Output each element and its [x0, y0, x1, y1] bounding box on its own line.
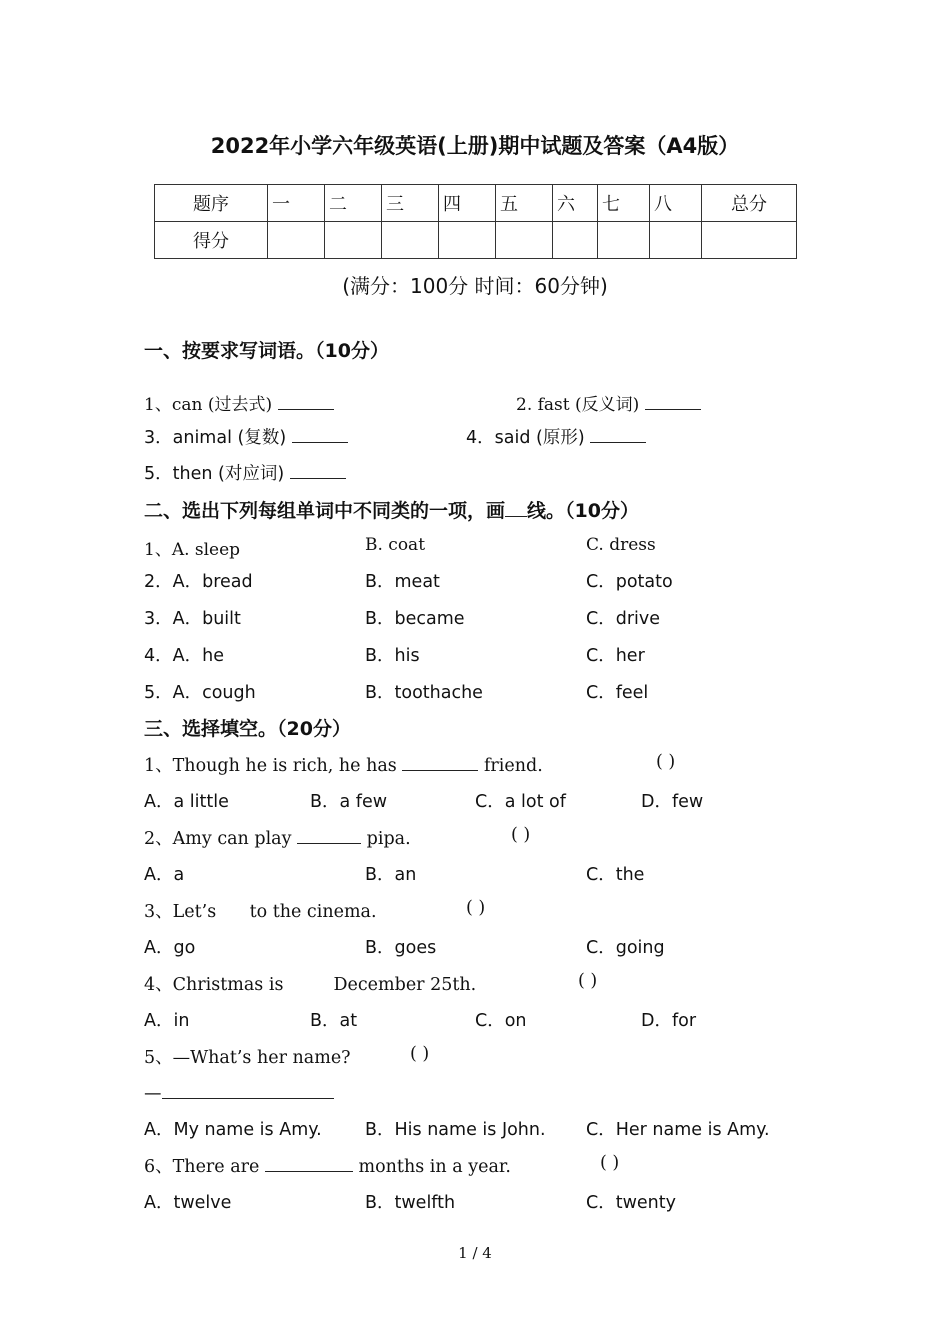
- answer-blank[interactable]: [402, 752, 478, 771]
- s3-q4-option-d[interactable]: D．for: [641, 1011, 697, 1031]
- s3-q2-text-pre: 2、Amy can play: [144, 829, 292, 849]
- score-header-cell: 题序: [155, 185, 268, 222]
- s3-q2-option-b[interactable]: B．an: [365, 865, 417, 885]
- s3-q4-option-b[interactable]: B．at: [310, 1011, 358, 1031]
- score-header-cell: 八: [650, 185, 702, 222]
- answer-blank[interactable]: [278, 391, 334, 410]
- s3-q3-option-a[interactable]: A．go: [144, 938, 196, 958]
- s2-row-4-c[interactable]: C．her: [586, 646, 645, 666]
- s3-q1-text-post: friend.: [483, 756, 543, 776]
- score-cell[interactable]: [553, 222, 598, 259]
- s3-q5-answer-line: [144, 1080, 334, 1104]
- s3-q1-option-a[interactable]: A．a little: [144, 792, 229, 812]
- section3-heading: 三、选择填空。（20分）: [144, 718, 351, 740]
- s3-q1-option-b[interactable]: B．a few: [310, 792, 388, 812]
- section1-heading: 一、按要求写词语。（10分）: [144, 340, 389, 362]
- answer-blank[interactable]: [290, 460, 346, 479]
- score-header-cell: 四: [439, 185, 496, 222]
- score-cell[interactable]: [702, 222, 797, 259]
- s1-item-3: [144, 424, 348, 449]
- s3-q6-option-c[interactable]: C．twenty: [586, 1193, 676, 1213]
- s2-row-4-b[interactable]: B．his: [365, 646, 420, 666]
- s3-q1-text-pre: 1、Though he is rich, he has: [144, 756, 397, 776]
- s3-q2-answer-paren[interactable]: ( ): [511, 825, 531, 845]
- score-header-cell: 总分: [702, 185, 797, 222]
- score-cell[interactable]: [496, 222, 553, 259]
- score-row-label: 得分: [155, 222, 268, 259]
- s1-item-4: [466, 424, 646, 449]
- score-header-cell: 七: [598, 185, 650, 222]
- score-header-cell: 五: [496, 185, 553, 222]
- page-title: 2022年小学六年级英语(上册)期中试题及答案（A4版）: [210, 134, 740, 158]
- s2-row-3-c[interactable]: C．drive: [586, 609, 661, 629]
- s3-q2: [144, 825, 411, 850]
- score-cell[interactable]: [382, 222, 439, 259]
- s3-q1-answer-paren[interactable]: ( ): [656, 752, 676, 772]
- s3-q6-option-b[interactable]: B．twelfth: [365, 1193, 456, 1213]
- answer-blank[interactable]: [162, 1080, 334, 1099]
- score-header-cell: 二: [325, 185, 382, 222]
- score-cell[interactable]: [268, 222, 325, 259]
- s1-item-3-text: 3．animal (复数): [144, 428, 287, 448]
- s3-q3-option-c[interactable]: C．going: [586, 938, 665, 958]
- s2-row-1-a[interactable]: 1、A. sleep: [144, 540, 241, 560]
- s2-row-1-b[interactable]: B. coat: [365, 535, 426, 555]
- answer-blank[interactable]: [297, 825, 361, 844]
- section2-heading-pre: 二、选出下列每组单词中不同类的一项，画: [144, 500, 506, 522]
- score-table: [154, 184, 797, 259]
- s2-row-2-a[interactable]: 2．A．bread: [144, 572, 253, 592]
- s3-q4-option-a[interactable]: A．in: [144, 1011, 190, 1031]
- score-header-cell: 六: [553, 185, 598, 222]
- s3-q6-text-post: months in a year.: [358, 1157, 511, 1177]
- score-cell[interactable]: [439, 222, 496, 259]
- answer-blank[interactable]: [645, 391, 701, 410]
- s3-q4-answer-paren[interactable]: ( ): [578, 971, 598, 991]
- s1-item-5: [144, 460, 346, 485]
- s3-q1-option-c[interactable]: C．a lot of: [475, 792, 566, 812]
- score-header-cell: 一: [268, 185, 325, 222]
- s3-q5-dash: —: [144, 1084, 162, 1104]
- s3-q5-answer-paren[interactable]: ( ): [410, 1044, 430, 1064]
- section2-heading: [144, 496, 639, 523]
- s3-q6-text-pre: 6、There are: [144, 1157, 260, 1177]
- s3-q6: [144, 1153, 511, 1178]
- s2-row-3-a[interactable]: 3．A．built: [144, 609, 241, 629]
- s2-row-3-b[interactable]: B．became: [365, 609, 465, 629]
- s3-q6-option-a[interactable]: A．twelve: [144, 1193, 232, 1213]
- score-header-cell: 三: [382, 185, 439, 222]
- s1-item-1: [144, 390, 334, 415]
- score-cell[interactable]: [650, 222, 702, 259]
- s1-item-1-text: 1、can (过去式): [144, 395, 273, 415]
- s3-q6-answer-paren[interactable]: ( ): [600, 1153, 620, 1173]
- s1-item-2-text: 2. fast (反义词): [516, 395, 640, 415]
- s1-item-2: [516, 390, 701, 415]
- s3-q2-option-a[interactable]: A．a: [144, 865, 185, 885]
- s3-q2-text-post: pipa.: [366, 829, 411, 849]
- s2-row-2-b[interactable]: B．meat: [365, 572, 440, 592]
- s3-q5-option-b[interactable]: B．His name is John.: [365, 1120, 546, 1140]
- score-cell[interactable]: [325, 222, 382, 259]
- s2-row-5-a[interactable]: 5．A．cough: [144, 683, 256, 703]
- s2-row-4-a[interactable]: 4．A．he: [144, 646, 224, 666]
- s3-q1: [144, 752, 543, 777]
- answer-blank[interactable]: [292, 424, 348, 443]
- s3-q5-text: 5、—What’s her name?: [144, 1048, 351, 1068]
- s3-q3-option-b[interactable]: B．goes: [365, 938, 437, 958]
- underline-mark: [505, 498, 527, 517]
- s3-q2-option-c[interactable]: C．the: [586, 865, 645, 885]
- s2-row-5-b[interactable]: B．toothache: [365, 683, 483, 703]
- score-table-header-row: [155, 185, 797, 222]
- s1-item-4-text: 4．said (原形): [466, 428, 585, 448]
- score-table-score-row: [155, 222, 797, 259]
- s3-q4-text: 4、Christmas is December 25th.: [144, 975, 477, 995]
- s3-q1-option-d[interactable]: D．few: [641, 792, 704, 812]
- score-cell[interactable]: [598, 222, 650, 259]
- section2-heading-post: 线。（10分）: [527, 500, 639, 522]
- s3-q5-option-c[interactable]: C．Her name is Amy.: [586, 1120, 770, 1140]
- answer-blank[interactable]: [590, 424, 646, 443]
- answer-blank[interactable]: [265, 1153, 353, 1172]
- exam-note: (满分：100分 时间：60分钟): [342, 274, 608, 298]
- page-number: 1 / 4: [458, 1244, 492, 1262]
- s3-q4-option-c[interactable]: C．on: [475, 1011, 527, 1031]
- s3-q5-option-a[interactable]: A．My name is Amy.: [144, 1120, 322, 1140]
- s2-row-5-c[interactable]: C．feel: [586, 683, 649, 703]
- s3-q3-answer-paren[interactable]: ( ): [466, 898, 486, 918]
- s1-item-5-text: 5．then (对应词): [144, 464, 285, 484]
- s2-row-2-c[interactable]: C．potato: [586, 572, 673, 592]
- s2-row-1-c[interactable]: C. dress: [586, 535, 656, 555]
- s3-q3-text: 3、Let’s to the cinema.: [144, 902, 377, 922]
